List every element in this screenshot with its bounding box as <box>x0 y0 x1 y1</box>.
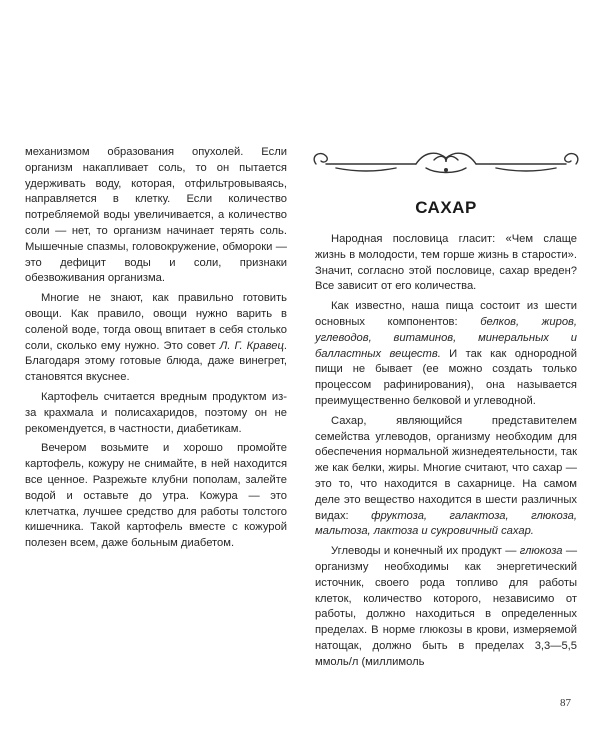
paragraph-potato: Картофель считается вредным продуктом из-за крахмала и полисахаридов, поэтому он не рекомендуется, в частности, диабетикам. <box>25 390 287 435</box>
paragraph-salt: механизмом образования опухолей. Если организм накапливает соль, то он пытается удерживать воду, которая, отфильтровываясь, направляется в клетку. Если количество потребляемой воды увеличивается, а количество соли — нет, то организм начинает терять соль. Мышечные спазмы, головокружение, обмороки — это дефицит воды и соли, признаки обезвоживания организма. <box>25 146 287 285</box>
paragraph-glucose: Углеводы и конечный их продукт — глюкоза — организму необходимы как энергетический источник, своего рода топливо для работы клеток, количество которого, независимо от работы, должно находиться в определенных пределах. В норме глюкозы в крови, измеряемой натощак, должно быть в пределах 3,3—5,5 ммоль/л (миллимоль <box>315 545 578 668</box>
paragraph-vegetables: Многие не знают, как правильно готовить овощи. Как правило, овощи нужно варить в соленой воде, тогда овощ впитает в себя столько соли, сколько ему нужно. Это совет Л. Г. Кравец. Благодаря этому готовые блюда, даже винегрет, становятся вкуснее. <box>25 292 287 384</box>
section-heading: САХАР <box>415 198 477 217</box>
paragraph-evening: Вечером возьмите и хорошо промойте картофель, кожуру не снимайте, в ней находится все ценное. Разрежьте клубни пополам, залейте водой и оставьте до утра. Кожура — это клетчатка, лучшее средство для работы толстого кишечника. Такой картофель вместе с кожурой полезен всем, даже больным диабетом. <box>25 442 287 550</box>
ornament-divider-icon <box>306 142 586 182</box>
author-name: Л. Г. Кравец <box>219 339 284 352</box>
page-number: 87 <box>560 697 571 709</box>
paragraph-components: Как известно, наша пища состоит из шести основных компонентов: белков, жиров, углеводов, витаминов, минеральных и балластных веществ. И так как однородной пищи не бывает (ее можно создать только процессом рафинирования), она называется преимущественно белковой и углеводной. <box>315 300 577 407</box>
right-column <box>315 232 577 675</box>
paragraph-sugar-types: Сахар, являющийся представителем семейства углеводов, организму необходим для обеспечения нормальной жизнедеятельности, так же как белки, жиры. Многие считают, что сахар — это то, что находится в сахарнице. На самом деле это вещество находится в шести различных видах: фруктоза, галактоза, глюкоза, мальтоза, лактоза и сукровичный сахар. <box>315 414 577 538</box>
left-column <box>25 145 287 556</box>
paragraph-proverb: Народная пословица гласит: «Чем слаще жизнь в молодости, тем горше жизнь в старости». Значит, согласно этой пословице, сахар вреден? Все зависит от его количества. <box>315 233 577 293</box>
